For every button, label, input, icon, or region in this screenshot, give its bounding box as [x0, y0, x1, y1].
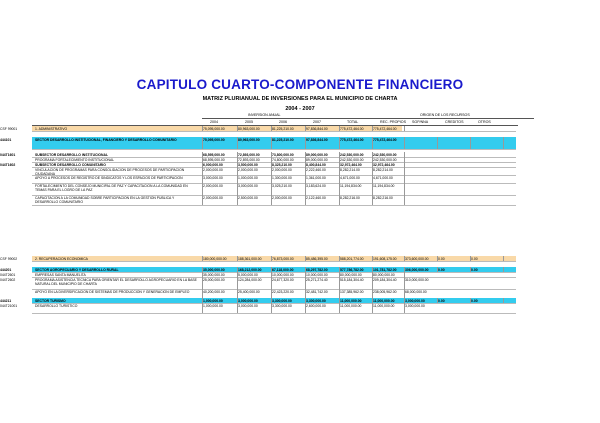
- row-divider: [32, 131, 516, 132]
- row-label: PROGRAMA FORTALECIMIENTO INSTITUCIONAL: [35, 157, 115, 162]
- row-value: 25,000,000.00: [203, 277, 225, 282]
- row-value: 775,472,464.00: [340, 137, 364, 142]
- row-value: 775,472,464.00: [373, 137, 397, 142]
- grid-line: [437, 137, 438, 149]
- row-value: 2,000,000.00: [203, 183, 223, 188]
- row-value: 3,300,000.00: [272, 303, 292, 308]
- row-value: 22,423,220.00: [272, 289, 294, 294]
- grid-line: [372, 183, 373, 195]
- row-value: 8,282,214.00: [373, 167, 393, 172]
- row-value: 80,963,000.00: [238, 137, 260, 142]
- row-value: 11,000,000.00: [373, 303, 395, 308]
- grid-line: [271, 277, 272, 289]
- grid-line: [372, 303, 373, 313]
- row-value: 68,000,000.00: [405, 289, 427, 294]
- row-value: 1,300,000.00: [272, 175, 292, 180]
- row-label: 1. ADMINISTRATIVO: [35, 126, 68, 131]
- row-label: VINCULACION DE PROGRAMAS PARA CONSOLIDACION DE PROCESOS DE PARTICIPACION CIUDADANA: [35, 167, 185, 176]
- grid-line: [202, 277, 203, 289]
- grid-line: [305, 289, 306, 298]
- row-value: 97,836,844.00: [306, 137, 328, 142]
- row-value: 2,500,000.00: [238, 195, 258, 200]
- row-value: 1,000,000.00: [203, 298, 223, 303]
- row-value: 0.00: [438, 267, 445, 272]
- row-value: 3,000,000.00: [238, 183, 258, 188]
- grid-line: [237, 183, 238, 195]
- row-value: 8,282,216.00: [373, 195, 393, 200]
- grid-line: [305, 303, 306, 313]
- row-value: 80,000,000.00: [340, 272, 362, 277]
- row-value: 3,025,210.00: [272, 183, 292, 188]
- grid-line: [372, 195, 373, 205]
- row-value: 68,297,782.00: [306, 267, 328, 272]
- row-value: 5,000,000.00: [238, 272, 258, 277]
- row-value: 11,194,834.00: [340, 183, 362, 188]
- row-value: 2,222,460.00: [306, 167, 326, 172]
- row-value: 0.00: [438, 256, 445, 261]
- page-subtitle: MATRIZ PLURIANUAL DE INVERSIONES PARA EL MUNICIPIO DE CHARTA: [202, 96, 398, 102]
- grid-line: [339, 289, 340, 298]
- row-value: 168,212,000.00: [238, 267, 262, 272]
- column-header-0: 2004: [210, 120, 218, 124]
- row-value: 238,005,962.00: [373, 289, 397, 294]
- row-code: 444101: [0, 137, 12, 142]
- row-value: 310,000,000.00: [405, 277, 429, 282]
- grid-line: [404, 175, 405, 183]
- grid-line: [339, 167, 340, 175]
- grid-line: [271, 137, 272, 149]
- row-value: 0.00: [471, 267, 478, 272]
- row-label: SUBSECTOR DESARROLLO COMUNITARIO: [35, 162, 106, 167]
- row-value: 0.00: [471, 256, 478, 261]
- row-label: FORTALECIMIENTO DEL CONSEJO MUNICIPAL DE PAZ Y CAPACITACION A LA COMUNIDAD EN TEMAS PARA EL LOGRO DE LA PAZ: [35, 183, 188, 192]
- row-value: 35,000,000.00: [203, 272, 225, 277]
- grid-line: [404, 195, 405, 205]
- row-value: 775,472,464.00: [373, 126, 397, 131]
- column-header-3: 2007: [313, 120, 321, 124]
- page-title: CAPITULO CUARTO-COMPONENTE FINANCIERO: [136, 77, 464, 92]
- row-value: 3,000,000.00: [405, 298, 425, 303]
- grid-line: [271, 183, 272, 195]
- row-code: 044T1602: [0, 162, 16, 167]
- row-value: 72,893,000.00: [238, 157, 260, 162]
- grid-line: [372, 167, 373, 175]
- grid-line: [470, 137, 471, 149]
- row-value: 11,194,834.00: [373, 183, 395, 188]
- row-value: 137,385,962.00: [340, 289, 364, 294]
- grid-line: [237, 303, 238, 313]
- row-divider: [32, 149, 516, 150]
- row-value: 588,201,774.00: [340, 256, 364, 261]
- row-value: 1,000,000.00: [203, 303, 223, 308]
- row-value: 74,800,000.00: [272, 157, 294, 162]
- row-value: 124,284,000.00: [238, 277, 262, 282]
- row-value: 80,963,000.00: [238, 126, 260, 131]
- row-divider: [32, 205, 516, 206]
- grid-line: [404, 303, 405, 313]
- row-code: 044T1601: [0, 152, 16, 157]
- row-code: 444211: [0, 298, 12, 303]
- row-value: 3,000,000.00: [238, 298, 258, 303]
- row-label: PROGRAMA ASISTENCIA TECNICA PARA ORIENTAR EL DESARROLLO AGROPECUARIO EN LA BASE NATURAL DEL MUNICIPIO DE CHARTA: [35, 277, 197, 286]
- row-value: 101,781,782.00: [373, 267, 397, 272]
- row-value: 8,282,214.00: [340, 167, 360, 172]
- row-value: 76,873,000.00: [272, 256, 294, 261]
- row-divider: [32, 313, 516, 314]
- row-value: 2,000,000.00: [272, 195, 292, 200]
- row-code: 044T2602: [0, 277, 16, 282]
- row-value: 2,000,000.00: [272, 167, 292, 172]
- row-value: 0.00: [438, 298, 445, 303]
- row-value: 11,000,000.00: [340, 303, 362, 308]
- row-value: 191,608,175.00: [373, 256, 397, 261]
- grid-line: [237, 277, 238, 289]
- row-value: 775,472,464.00: [340, 126, 364, 131]
- row-value: 67,118,000.00: [272, 267, 294, 272]
- row-value: 32,972,464.00: [340, 162, 362, 167]
- row-value: 209,184,304.40: [373, 277, 397, 282]
- grid-line: [305, 175, 306, 183]
- row-value: 75,095,000.00: [203, 137, 225, 142]
- row-value: 6,000,000.00: [203, 162, 223, 167]
- row-value: 3,000,000.00: [405, 303, 425, 308]
- row-value: 515,184,304.40: [340, 277, 364, 282]
- row-value: 8,325,210.00: [272, 162, 292, 167]
- column-header-7: CREDITOS: [445, 120, 464, 124]
- grid-line: [271, 289, 272, 298]
- column-header-2: 2006: [279, 120, 287, 124]
- grid-line: [404, 137, 405, 149]
- row-code: 044T21001: [0, 303, 18, 308]
- row-value: 577,786,782.00: [340, 267, 364, 272]
- grid-line: [202, 183, 203, 195]
- row-label: 2. RECUPERACION ECONOMICA: [35, 256, 88, 261]
- row-value: 25,271,274.40: [306, 277, 328, 282]
- grid-line: [271, 195, 272, 205]
- row-value: 2,600,000.00: [306, 303, 326, 308]
- row-value: 3,300,000.00: [306, 298, 326, 303]
- grid-line: [372, 277, 373, 289]
- row-value: 2,000,000.00: [203, 167, 223, 172]
- grid-line: [404, 277, 405, 289]
- row-value: 2,000,000.00: [203, 195, 223, 200]
- row-value: 3,183,624.00: [306, 183, 326, 188]
- grid-line: [404, 183, 405, 195]
- row-value: 11,000,000.00: [340, 298, 362, 303]
- grid-line: [305, 167, 306, 175]
- grid-line: [339, 137, 340, 149]
- row-code: CSF 99001: [0, 126, 18, 131]
- row-value: 0.00: [471, 298, 478, 303]
- header-group-investment: INVERSION ANUAL: [248, 113, 281, 117]
- row-value: 11,000,000.00: [373, 298, 395, 303]
- grid-line: [271, 167, 272, 175]
- row-value: 3,000,000.00: [203, 175, 223, 180]
- header-group-sources: ORIGEN DE LOS RECURSOS: [420, 113, 470, 117]
- row-value: 4,671,000.00: [340, 175, 360, 180]
- grid-line: [372, 137, 373, 149]
- row-value: 97,836,844.00: [306, 126, 328, 131]
- row-value: 306,000,000.00: [405, 267, 429, 272]
- grid-line: [202, 175, 203, 183]
- row-label: SECTOR TURISMO: [35, 298, 66, 303]
- row-label: CAPACITACION A LA COMUNIDAD SOBRE PARTICIPACION EN LA GESTION PUBLICA Y DESARROLLO COMUNITARIO: [35, 195, 175, 204]
- row-value: 180,000,000.00: [203, 256, 227, 261]
- row-value: 242,530,000.00: [340, 157, 364, 162]
- row-value: 373,600,000.00: [405, 256, 429, 261]
- column-header-4: TOTAL: [347, 120, 359, 124]
- row-value: 242,530,000.00: [373, 157, 397, 162]
- row-value: 242,530,000.00: [373, 152, 397, 157]
- row-value: 80,000,000.00: [373, 272, 395, 277]
- row-value: 72,893,000.00: [238, 152, 260, 157]
- grid-line: [339, 277, 340, 289]
- row-divider: [32, 261, 516, 262]
- header-rule-left: [202, 118, 400, 119]
- grid-line: [271, 303, 272, 313]
- grid-line: [202, 289, 203, 298]
- row-value: 25,400,000.00: [238, 289, 260, 294]
- grid-line: [202, 303, 203, 313]
- grid-line: [305, 183, 306, 195]
- row-value: 1,000,000.00: [238, 175, 258, 180]
- row-value: 75,095,000.00: [203, 126, 225, 131]
- row-label: APOYO A PROCESOS DE REGISTRO DE SINDICATOS Y LOS ESPACIOS DE PARTICIPACION: [35, 175, 183, 180]
- row-label: SECTOR DESARROLLO INSTITUCIONAL, FINANCIERO Y DESARROLLO COMUNITARIO: [35, 137, 177, 142]
- grid-line: [404, 289, 405, 298]
- row-value: 89,000,000.00: [306, 152, 328, 157]
- row-value: 3,500,000.00: [238, 162, 258, 167]
- row-value: 2,122,460.00: [306, 195, 326, 200]
- grid-line: [271, 175, 272, 183]
- row-value: 8,282,216.00: [340, 195, 360, 200]
- grid-line: [202, 137, 203, 149]
- row-label: APOYO EN LA DIVERSIFICACION DE SISTEMAS DE PRODUCCION Y GENERACION DE EMPLEO: [35, 289, 190, 294]
- grid-line: [404, 167, 405, 175]
- grid-line: [372, 289, 373, 298]
- grid-line: [237, 175, 238, 183]
- row-label: EMPRESAS SANTA MANUELITA: [35, 272, 86, 277]
- row-value: 10,000,000.00: [306, 272, 328, 277]
- grid-line: [202, 195, 203, 205]
- row-value: 1,361,000.00: [306, 175, 326, 180]
- grid-line: [305, 137, 306, 149]
- row-code: 044T2601: [0, 272, 16, 277]
- column-header-1: 2005: [245, 120, 253, 124]
- grid-line: [503, 137, 504, 149]
- grid-line: [372, 175, 373, 183]
- row-value: 3,000,000.00: [238, 303, 258, 308]
- row-value: 188,361,000.00: [238, 256, 262, 261]
- row-value: 2,000,000.00: [238, 167, 258, 172]
- row-value: 81,225,210.00: [272, 137, 294, 142]
- grid-line: [202, 167, 203, 175]
- grid-line: [305, 277, 306, 289]
- grid-line: [237, 195, 238, 205]
- row-value: 32,972,464.00: [373, 162, 395, 167]
- row-value: 32,481,742.00: [306, 289, 328, 294]
- row-value: 40,200,000.00: [203, 289, 225, 294]
- row-value: 10,000,000.00: [272, 272, 294, 277]
- row-code: 444201: [0, 267, 12, 272]
- column-header-8: OTROS: [478, 120, 491, 124]
- row-label: DESARROLLO TURISTICO: [35, 303, 78, 308]
- row-value: 4,671,000.00: [373, 175, 393, 180]
- row-value: 8,400,844.00: [306, 162, 326, 167]
- column-header-6: SGP/NNA: [412, 120, 429, 124]
- column-header-5: REC. PROPIOS: [380, 120, 406, 124]
- row-label: SUBSECTOR DESARROLLO INSTITUCIONAL: [35, 152, 109, 157]
- row-value: 68,595,000.00: [203, 152, 225, 157]
- row-value: 68,595,000.00: [203, 157, 225, 162]
- row-value: 73,800,000.00: [272, 152, 294, 157]
- row-value: 3,300,000.00: [272, 298, 292, 303]
- period-label: 2004 - 2007: [285, 106, 315, 112]
- row-value: 81,225,210.00: [272, 126, 294, 131]
- row-value: 85,486,395.00: [306, 256, 328, 261]
- grid-line: [339, 303, 340, 313]
- grid-line: [237, 289, 238, 298]
- row-value: 89,000,000.00: [306, 157, 328, 162]
- grid-line: [237, 167, 238, 175]
- row-label: SECTOR AGROPECUARIO Y DESARROLLO RURAL: [35, 267, 119, 272]
- grid-line: [339, 183, 340, 195]
- grid-line: [237, 137, 238, 149]
- row-value: 24,677,320.00: [272, 277, 294, 282]
- row-value: 35,000,000.00: [203, 267, 225, 272]
- grid-line: [339, 175, 340, 183]
- row-code: CSF 99002: [0, 256, 18, 261]
- row-value: 242,530,000.00: [340, 152, 364, 157]
- grid-line: [305, 195, 306, 205]
- grid-line: [339, 195, 340, 205]
- header-rule-right: [400, 118, 534, 119]
